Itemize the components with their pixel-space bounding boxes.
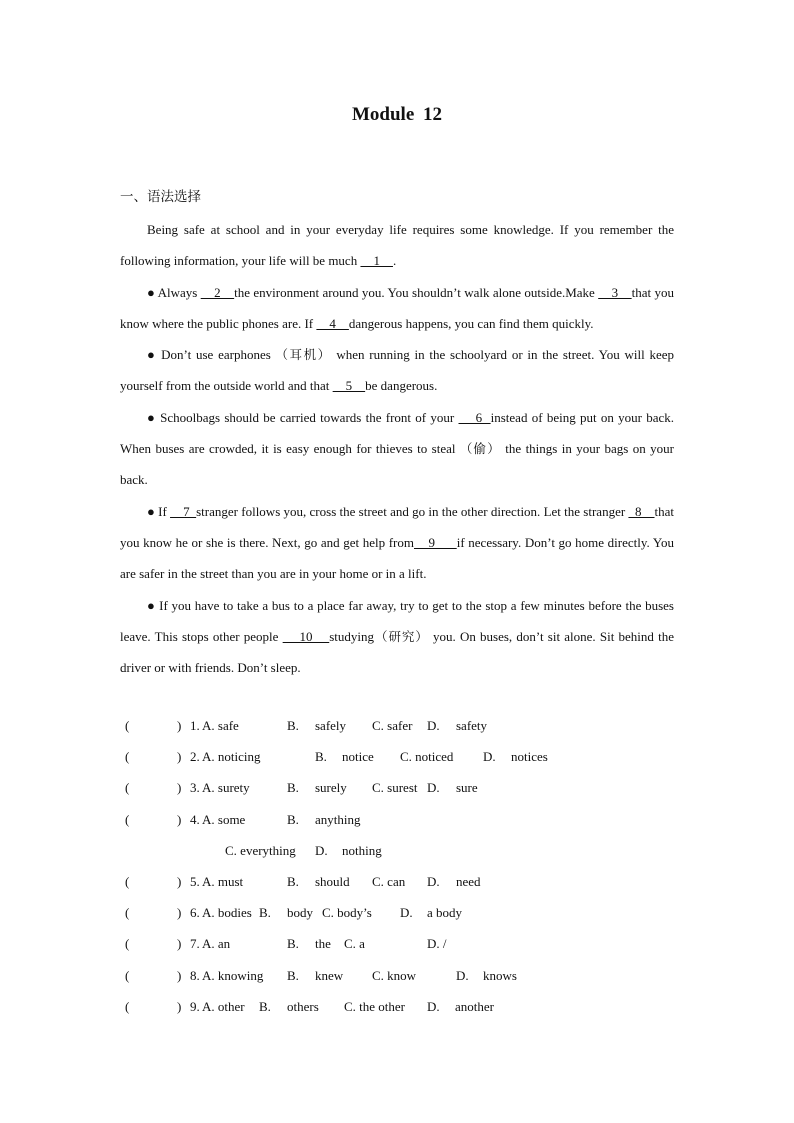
passage-text: studying bbox=[329, 628, 375, 644]
passage-text: Being safe at school and in your everyday life requires some knowledge. If you remember the following information, your life will be much bbox=[120, 222, 674, 269]
option-d-text: a body bbox=[427, 905, 463, 921]
question-number: 6. bbox=[190, 905, 200, 921]
answer-paren-open: ( bbox=[125, 998, 130, 1014]
question-row bbox=[120, 991, 680, 1022]
answer-paren-open: ( bbox=[125, 873, 130, 889]
answer-paren-open: ( bbox=[125, 780, 130, 796]
option-b: B. bbox=[287, 780, 299, 796]
option-a: A. noticing bbox=[202, 749, 261, 765]
question-row bbox=[120, 866, 680, 897]
gloss-cjk: （偷） bbox=[459, 441, 501, 457]
option-b: B. bbox=[287, 718, 299, 733]
option-d: D. bbox=[483, 749, 496, 765]
passage-text: the things in your bags on your back. bbox=[120, 441, 674, 488]
option-c: C. body’s bbox=[322, 905, 372, 921]
option-b-text: knew bbox=[315, 967, 344, 983]
question-row bbox=[120, 710, 680, 741]
passage-text: the environment around you. You shouldn’t walk alone outside.Make bbox=[234, 284, 599, 300]
blank-2: 2 bbox=[200, 284, 235, 300]
question-number: 2. bbox=[190, 749, 200, 765]
option-a: A. must bbox=[202, 873, 244, 889]
option-d-text: sure bbox=[456, 780, 478, 796]
option-c: C. can bbox=[372, 873, 406, 889]
option-b: B. bbox=[287, 873, 299, 889]
passage-text: ● Don’t use earphones bbox=[147, 347, 276, 363]
passage-text: ● Schoolbags should be carried towards the front of your bbox=[147, 409, 459, 425]
blank-4: 4 bbox=[316, 315, 349, 331]
option-a: A. surety bbox=[202, 780, 250, 796]
passage-text: . bbox=[392, 253, 397, 269]
passage-text: dangerous happens, you can find them quickly. bbox=[348, 315, 594, 331]
passage-text: when running in the schoolyard or in the street. You will keep yourself from the outside world and that bbox=[120, 347, 674, 394]
blank-3: 3 bbox=[598, 284, 632, 300]
option-c: C. everything bbox=[225, 842, 296, 858]
option-d: D. / bbox=[427, 936, 447, 952]
question-row bbox=[120, 772, 680, 803]
option-d: D. bbox=[315, 842, 328, 858]
gloss-cjk: （研究） bbox=[374, 628, 429, 644]
question-row bbox=[120, 897, 680, 928]
option-c: C. a bbox=[344, 936, 365, 952]
option-b-text: should bbox=[315, 873, 350, 889]
question-number: 5. bbox=[190, 873, 200, 889]
question-row bbox=[120, 960, 680, 991]
question-number: 4. bbox=[190, 811, 200, 827]
question-number: 3. bbox=[190, 780, 200, 796]
option-b-text: anything bbox=[315, 811, 361, 827]
passage-paragraph-6 bbox=[120, 590, 674, 684]
question-row bbox=[120, 928, 680, 959]
passage-text: ● If you have to take a bus to a place far away, try to get to the stop a few minutes before the buses leave. This stops other people bbox=[120, 597, 674, 644]
option-d-text: need bbox=[456, 873, 481, 889]
question-number: 9. bbox=[190, 998, 200, 1014]
option-a: A. bodies bbox=[202, 905, 252, 921]
option-c: C. noticed bbox=[400, 749, 454, 765]
blank-1: 1 bbox=[360, 253, 393, 269]
passage-text: be dangerous. bbox=[365, 378, 438, 394]
option-a: A. safe bbox=[202, 718, 239, 733]
passage-paragraph-1 bbox=[120, 214, 674, 277]
option-a: A. some bbox=[202, 811, 246, 827]
passage-text: that you know where the public phones are. If bbox=[120, 284, 674, 331]
answer-paren-close: ) bbox=[177, 780, 182, 796]
answer-paren-close: ) bbox=[177, 718, 182, 733]
gloss-cjk: （耳机） bbox=[275, 347, 332, 363]
question-list bbox=[120, 710, 680, 1022]
option-b: B. bbox=[287, 936, 299, 952]
question-number: 1. bbox=[190, 718, 200, 733]
blank-8: 8 bbox=[628, 503, 655, 519]
option-b-text: notice bbox=[342, 749, 374, 765]
option-a: A. an bbox=[202, 936, 231, 952]
passage bbox=[120, 214, 674, 683]
option-d-text: knows bbox=[483, 967, 517, 983]
option-d: D. bbox=[427, 718, 440, 733]
option-d: D. bbox=[456, 967, 469, 983]
option-c: C. know bbox=[372, 967, 417, 983]
option-b-text: safely bbox=[315, 718, 347, 733]
blank-7: 7 bbox=[170, 503, 197, 519]
option-b: B. bbox=[259, 998, 271, 1014]
passage-paragraph-2 bbox=[120, 277, 674, 340]
question-row bbox=[120, 804, 680, 835]
blank-9: 9 bbox=[414, 534, 457, 550]
answer-paren-close: ) bbox=[177, 936, 182, 952]
option-b-text: body bbox=[287, 905, 313, 921]
option-d: D. bbox=[427, 780, 440, 796]
blank-10: 10 bbox=[282, 628, 330, 644]
passage-text: you. On buses, don’t sit alone. Sit behind the driver or with friends. Don’t sleep. bbox=[120, 628, 674, 676]
passage-text: ● If bbox=[147, 503, 171, 519]
passage-text: that you know he or she is there. Next, go and get help from bbox=[120, 503, 675, 550]
passage-text: stranger follows you, cross the street and go in the other direction. Let the stranger bbox=[196, 503, 629, 519]
option-b: B. bbox=[259, 905, 271, 921]
answer-paren-open: ( bbox=[125, 718, 130, 733]
answer-paren-open: ( bbox=[125, 749, 130, 765]
option-d-text: safety bbox=[456, 718, 488, 733]
option-b-text: others bbox=[287, 998, 319, 1014]
question-number: 8. bbox=[190, 967, 200, 983]
question-row-continued bbox=[120, 835, 680, 866]
answer-paren-open: ( bbox=[125, 967, 130, 983]
option-d: D. bbox=[427, 998, 440, 1014]
answer-paren-close: ) bbox=[177, 873, 182, 889]
option-d: D. bbox=[427, 873, 440, 889]
page-title: Module 12 bbox=[351, 104, 443, 125]
passage-text: ● Always bbox=[147, 284, 201, 300]
option-b: B. bbox=[287, 967, 299, 983]
option-b-text: surely bbox=[315, 780, 347, 796]
passage-text: instead of being put on your back. When buses are crowded, it is easy enough for thieves to steal bbox=[120, 409, 675, 457]
option-d-text: another bbox=[455, 998, 494, 1014]
option-d-text: nothing bbox=[342, 842, 382, 858]
answer-paren-close: ) bbox=[177, 998, 182, 1014]
answer-paren-close: ) bbox=[177, 749, 182, 765]
question-row bbox=[120, 741, 680, 772]
passage-paragraph-3 bbox=[120, 339, 674, 402]
option-b: B. bbox=[287, 811, 299, 827]
option-c: C. the other bbox=[344, 998, 406, 1014]
option-c: C. safer bbox=[372, 718, 413, 733]
answer-paren-open: ( bbox=[125, 811, 130, 827]
option-a: A. other bbox=[202, 998, 245, 1014]
option-a: A. knowing bbox=[202, 967, 264, 983]
option-d-text: notices bbox=[511, 749, 548, 765]
answer-paren-open: ( bbox=[125, 905, 130, 921]
answer-paren-open: ( bbox=[125, 936, 130, 952]
passage-text: if necessary. Don’t go home directly. You are safer in the street than you are in your home or in a lift. bbox=[120, 534, 675, 582]
answer-paren-close: ) bbox=[177, 811, 182, 827]
option-b-text: the bbox=[315, 936, 331, 952]
option-b: B. bbox=[315, 749, 327, 765]
blank-5: 5 bbox=[332, 378, 366, 394]
section-heading: 一、语法选择 bbox=[120, 189, 201, 205]
passage-paragraph-4 bbox=[120, 402, 674, 496]
blank-6: 6 bbox=[458, 409, 491, 425]
passage-paragraph-5 bbox=[120, 496, 674, 590]
answer-paren-close: ) bbox=[177, 967, 182, 983]
answer-paren-close: ) bbox=[177, 905, 182, 921]
question-number: 7. bbox=[190, 936, 200, 952]
option-c: C. surest bbox=[372, 780, 418, 796]
option-d: D. bbox=[400, 905, 413, 921]
